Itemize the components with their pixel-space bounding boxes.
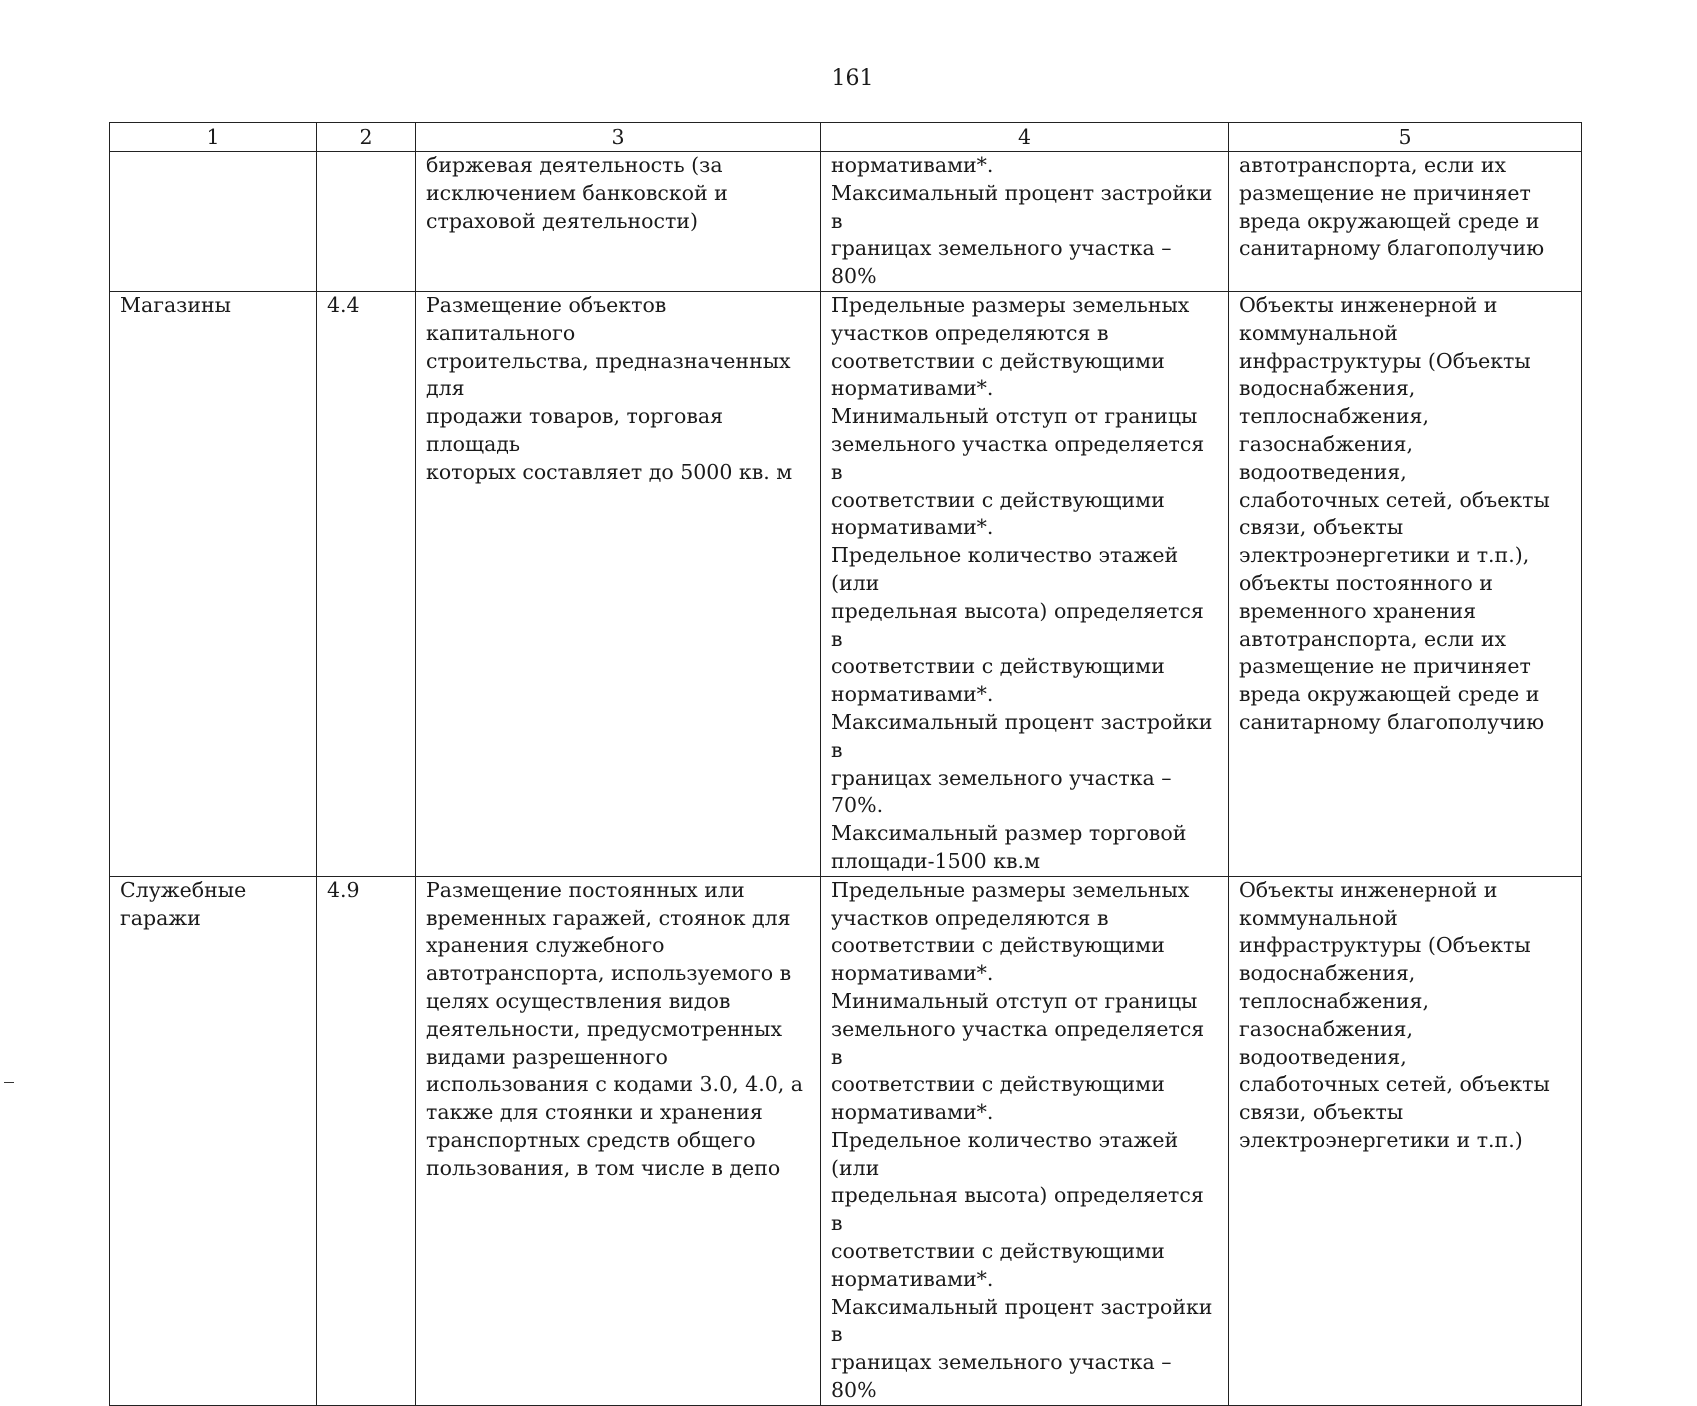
- zoning-table: [109, 122, 1582, 1406]
- use-description-cell: Размещение постоянных или временных гаражей, стоянок для хранения служебного автотранспорта, используемого в целях осуществления видов деятельности, предусмотренных видами разрешенного использования с кодами 3.0, 4.0, а также для стоянки и хранения транспортных средств общего пользования, в том числе в депо: [416, 876, 821, 1405]
- use-name-cell: Служебные гаражи: [110, 876, 317, 1405]
- use-name-cell: [110, 152, 317, 292]
- header-col-5: 5: [1229, 123, 1582, 152]
- scan-edge-mark: [4, 1082, 14, 1083]
- header-col-3: 3: [416, 123, 821, 152]
- use-name-cell: Магазины: [110, 291, 317, 876]
- parameters-cell: Предельные размеры земельных участков определяются в соответствии с действующими нормативами*. Минимальный отступ от границы земельного участка определяется в соответствии с действующими нормативами*. Предельное количество этажей (или предельная высота) определяется в соответствии с действующими нормативами*. Максимальный процент застройки в границах земельного участка – 70%. Максимальный размер торговой площади-1500 кв.м: [821, 291, 1229, 876]
- table-row: [110, 291, 1582, 876]
- auxiliary-uses-cell: Объекты инженерной и коммунальной инфраструктуры (Объекты водоснабжения, теплоснабжения, газоснабжения, водоотведения, слаботочных сетей, объекты связи, объекты электроэнергетики и т.п.): [1229, 876, 1582, 1405]
- table-row: [110, 876, 1582, 1405]
- auxiliary-uses-cell: автотранспорта, если их размещение не причиняет вреда окружающей среде и санитарному благополучию: [1229, 152, 1582, 292]
- use-code-cell: 4.4: [317, 291, 416, 876]
- header-col-1: 1: [110, 123, 317, 152]
- parameters-cell: Предельные размеры земельных участков определяются в соответствии с действующими нормативами*. Минимальный отступ от границы земельного участка определяется в соответствии с действующими нормативами*. Предельное количество этажей (или предельная высота) определяется в соответствии с действующими нормативами*. Максимальный процент застройки в границах земельного участка – 80%: [821, 876, 1229, 1405]
- header-col-2: 2: [317, 123, 416, 152]
- table-row: [110, 152, 1582, 292]
- use-code-cell: 4.9: [317, 876, 416, 1405]
- auxiliary-uses-cell: Объекты инженерной и коммунальной инфраструктуры (Объекты водоснабжения, теплоснабжения, газоснабжения, водоотведения, слаботочных сетей, объекты связи, объекты электроэнергетики и т.п.), объекты постоянного и временного хранения автотранспорта, если их размещение не причиняет вреда окружающей среде и санитарному благополучию: [1229, 291, 1582, 876]
- header-col-4: 4: [821, 123, 1229, 152]
- use-description-cell: биржевая деятельность (за исключением банковской и страховой деятельности): [416, 152, 821, 292]
- page-number: 161: [831, 66, 874, 91]
- header-row: [110, 123, 1582, 152]
- use-code-cell: [317, 152, 416, 292]
- parameters-cell: нормативами*. Максимальный процент застройки в границах земельного участка – 80%: [821, 152, 1229, 292]
- use-description-cell: Размещение объектов капитального строительства, предназначенных для продажи товаров, торговая площадь которых составляет до 5000 кв. м: [416, 291, 821, 876]
